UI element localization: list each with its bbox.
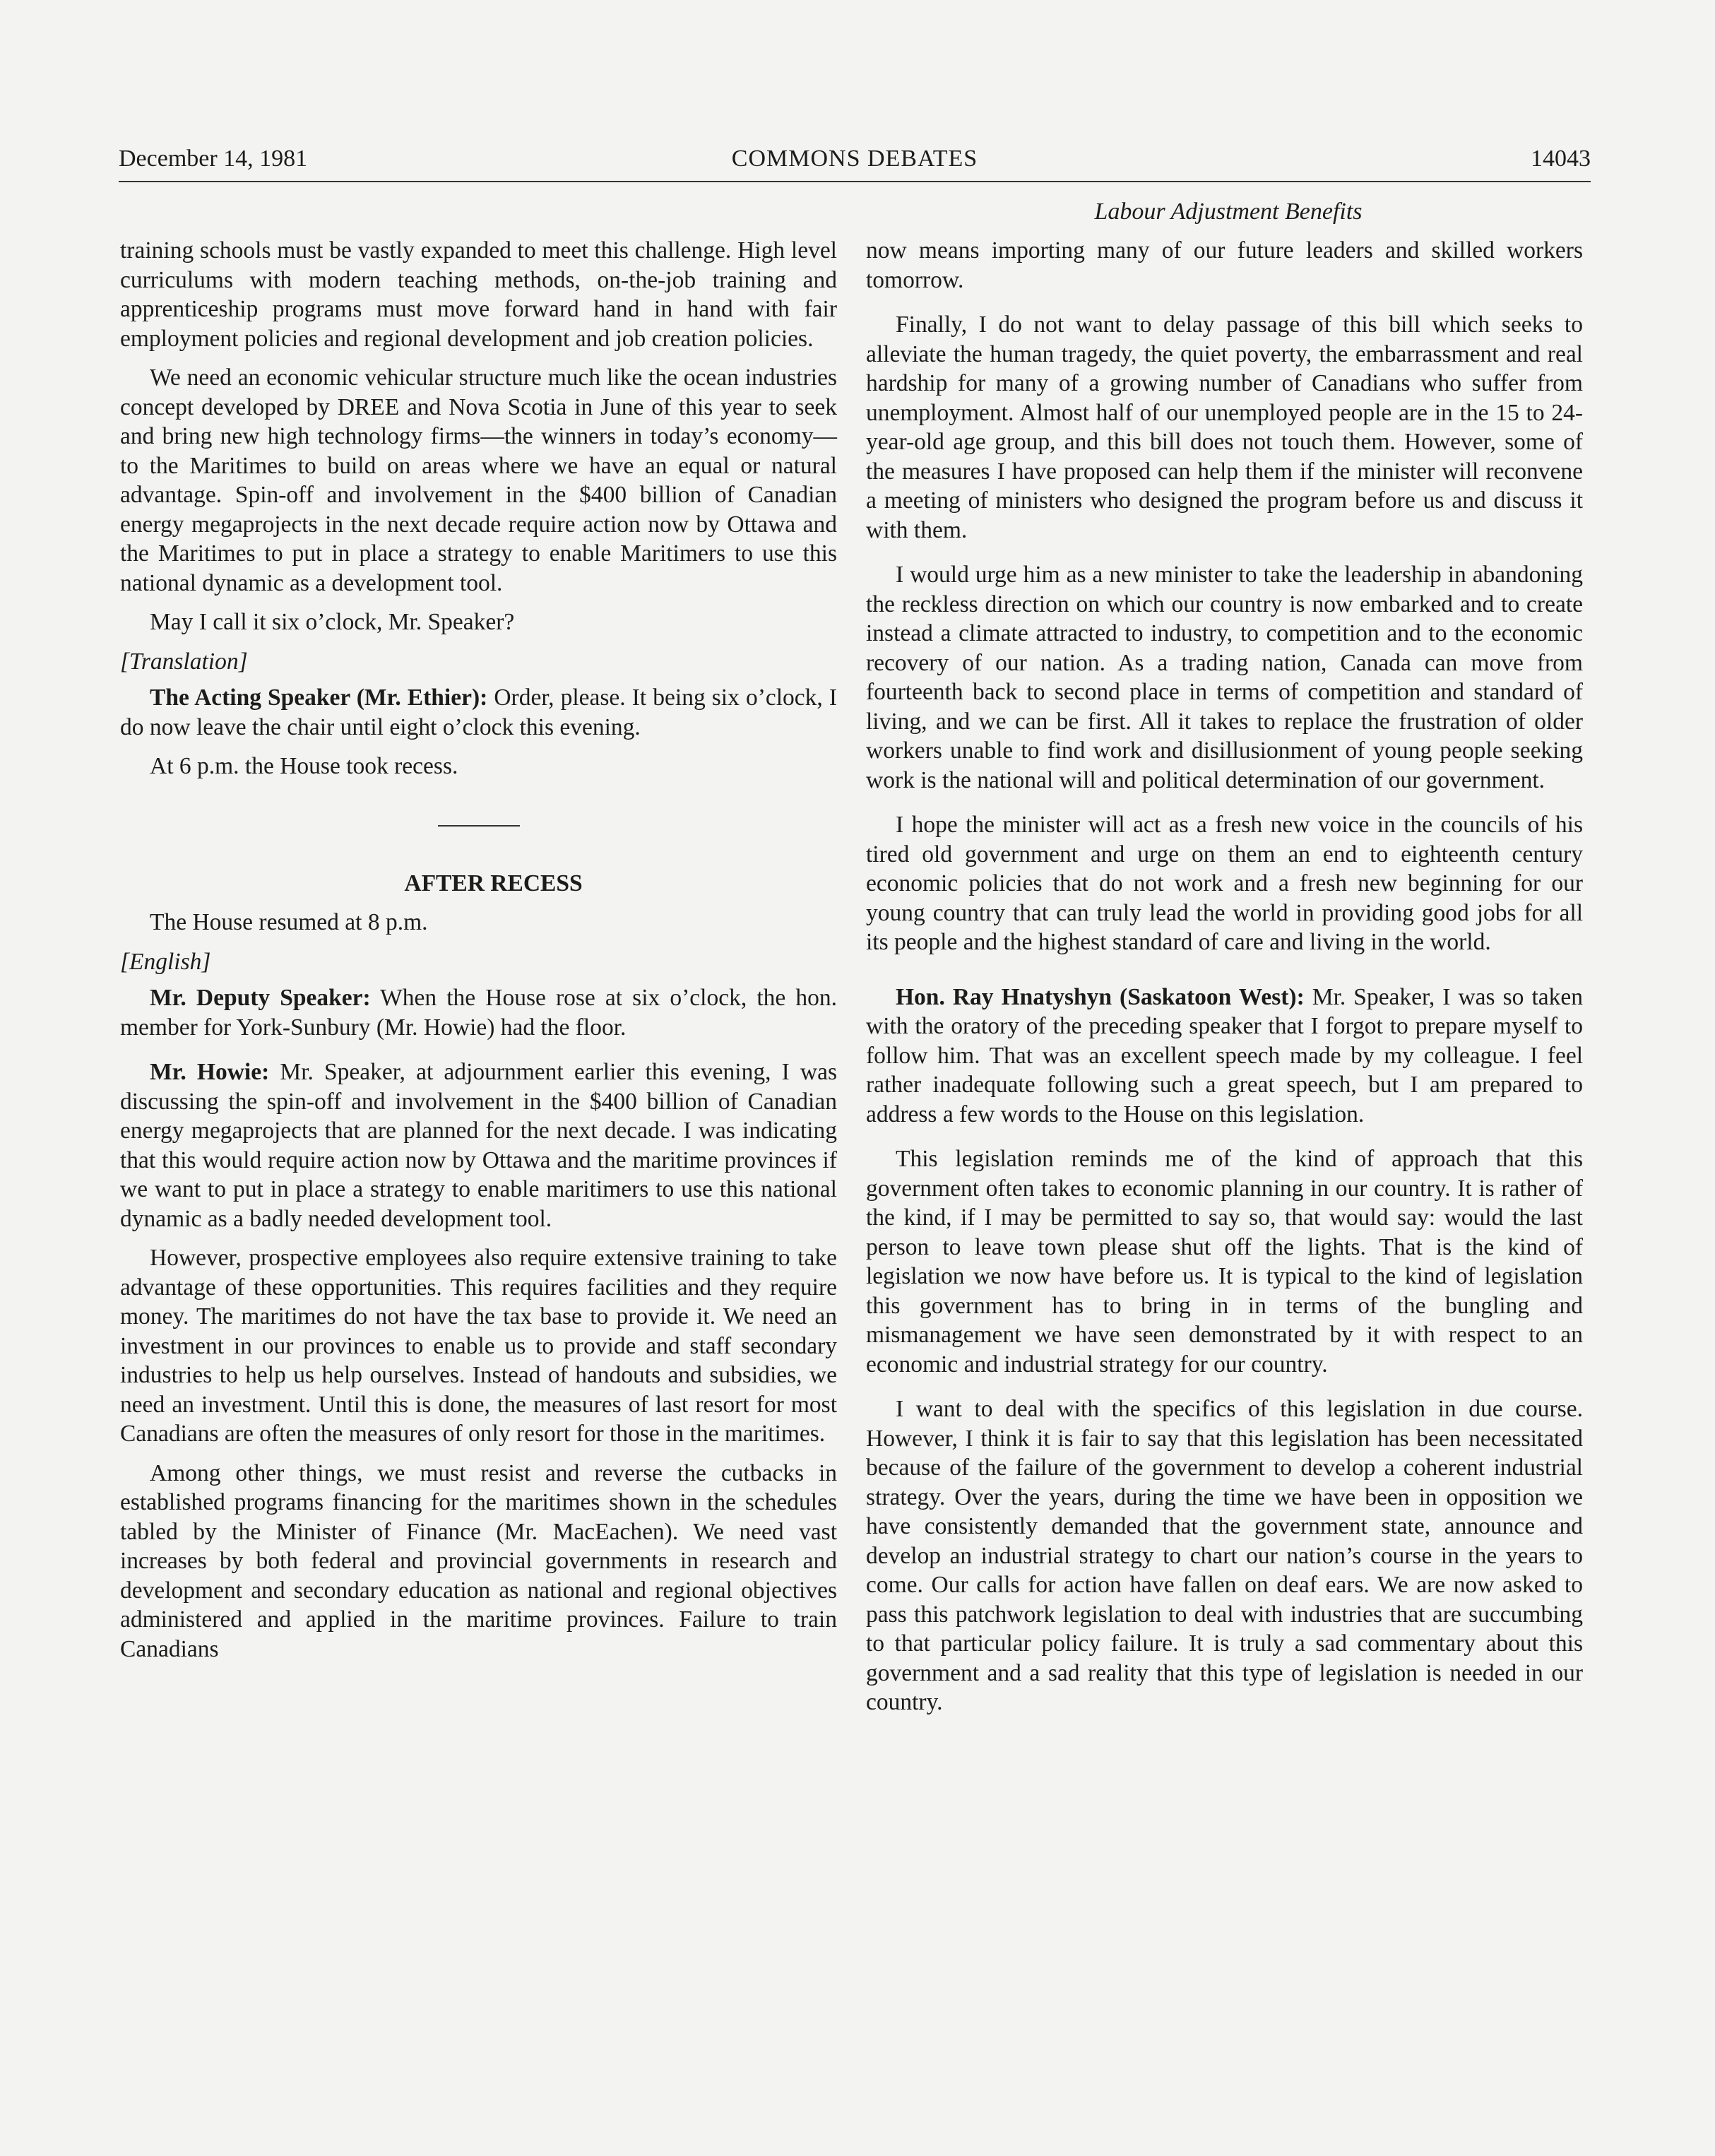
speech-text: Mr. Speaker, at adjournment earlier this evening, I was discussing the spin-off and involvement in the $400 billion of Canadian energy megaprojects that are planned for the next decade. I was indicating that this would require action now by Ottawa and the maritime provinces if we want to put in place a strategy to enable maritimers to use this national dynamic as a badly needed development tool.	[120, 1059, 838, 1232]
speaker-name: Hon. Ray Hnatyshyn (Saskatoon West):	[896, 983, 1305, 1010]
section-heading: AFTER RECESS	[404, 870, 583, 896]
speech-text: Order, please. It being six o’clock, I do now leave the chair until eight o’clock this evening.	[120, 685, 837, 740]
header-title: COMMONS DEBATES	[731, 146, 978, 172]
paragraph: now means importing many of our future leaders and skilled workers tomorrow.	[866, 237, 1583, 293]
paragraph: Among other things, we must resist and reverse the cutbacks in established programs financing for the maritimes shown in the schedules tabled by the Minister of Finance (Mr. MacEachen). We need vast increases by both federal and provincial governments in research and development and secondary education as national and regional objectives administered and applied in the maritime provinces. Failure to train Canadians	[120, 1459, 837, 1662]
header-date: December 14, 1981	[119, 146, 308, 172]
paragraph: However, prospective employees also require extensive training to take advantage of these opportunities. This requires facilities and they require money. The maritimes do not have the tax base to provide it. We need an investment in our provinces to enable us to provide and staff secondary industries to help us help ourselves. Instead of handouts and subsidies, we need an investment. Until this is done, the measures of last resort for most Canadians are often the measures of only resort for those in the maritimes.	[120, 1245, 837, 1447]
paragraph: We need an economic vehicular structure much like the ocean industries concept developed by DREE and Nova Scotia in June of this year to seek and bring new high technology firms—the winners in today’s economy—to the Maritimes to build on areas where we have an equal or natural advantage. Spin-off and involvement in the $400 billion of Canadian energy megaprojects in the next decade require action now by Ottawa and the Maritimes to put in place a strategy to enable Maritimers to use this national dynamic as a development tool.	[120, 365, 837, 596]
page-header	[119, 141, 1591, 182]
subject-heading: Labour Adjustment Benefits	[1094, 199, 1363, 225]
speaker-name: Mr. Howie:	[150, 1059, 270, 1085]
speech-paragraph	[120, 983, 837, 1042]
speaker-name: The Acting Speaker (Mr. Ethier):	[150, 685, 488, 711]
english-tag: [English]	[120, 948, 211, 975]
paragraph: I hope the minister will act as a fresh new voice in the councils of his tired old government and urge on them an end to eighteenth century economic policies that do not work and a fresh new beginning for our young country that can truly lead the world in providing good jobs for all its people and the highest standard of care and living in the world.	[866, 812, 1583, 955]
speech-text: When the House rose at six o’clock, the hon. member for York-Sunbury (Mr. Howie) had the floor.	[120, 985, 837, 1041]
paragraph: This legislation reminds me of the kind of approach that this government often takes to economic planning in our country. It is rather of the kind, if I may be permitted to say so, that would say: would the last person to leave town please shut off the lights. That is the kind of legislation we now have before us. It is typical to the kind of legislation this government has to bring in in terms of the bungling and mismanagement we have seen demonstrated by it with respect to an economic and industrial strategy for our country.	[866, 1146, 1583, 1378]
speaker-name: Mr. Deputy Speaker:	[150, 985, 371, 1011]
left-column	[120, 236, 837, 1674]
speech-text: Mr. Speaker, I was so taken with the oratory of the preceding speaker that I forgot to prepare myself to follow him. That was an excellent speech made by my colleague. I feel rather inadequate following such a great speech, but I am prepared to address a few words to the House on this legislation.	[866, 983, 1584, 1127]
paragraph: Finally, I do not want to delay passage of this bill which seeks to alleviate the human tragedy, the quiet poverty, the embarrassment and real hardship for many of a growing number of Canadians who suffer from unemployment. Almost half of our unemployed people are in the 15 to 24-year-old age group, and this bill does not touch them. However, some of the measures I have proposed can help them if the minister will reconvene a meeting of ministers who designed the program before us and discuss it with them.	[866, 312, 1583, 543]
paragraph: I would urge him as a new minister to take the leadership in abandoning the reckless direction on which our country is now embarked and to create instead a climate attracted to industry, to competition and to the economic recovery of our nation. As a trading nation, Canada can move from fourteenth back to second place in terms of competition and standard of living, and we can be first. All it takes to replace the frustration of older workers unable to find work and disillusionment of young people seeking work is the national will and political determination of our government.	[866, 562, 1583, 793]
paragraph: May I call it six o’clock, Mr. Speaker?	[150, 609, 515, 635]
paragraph: training schools must be vastly expanded to meet this challenge. High level curriculums with modern teaching methods, on-the-job training and apprenticeship programs must move forward hand in hand with fair employment policies and regional development and job creation policies.	[120, 237, 837, 352]
page-number: 14043	[1531, 146, 1591, 172]
speech-paragraph	[120, 1058, 837, 1233]
section-divider	[438, 825, 520, 827]
paragraph: I want to deal with the specifics of this legislation in due course. However, I think it is fair to say that this legislation has been necessitated because of the failure of the government to develop a coherent industrial strategy. Over the years, during the time we have been in opposition we have consistently demanded that the government state, announce and develop an industrial strategy to chart our nation’s course in the years to come. Our calls for action have fallen on deaf ears. We are now asked to pass this patchwork legislation to deal with industries that are succumbing to that particular policy failure. It is truly a sad commentary about this government and a sad reality that this type of legislation is needed in our country.	[866, 1396, 1583, 1715]
speech-paragraph	[866, 983, 1583, 1130]
speech-paragraph	[120, 683, 837, 742]
right-column	[866, 236, 1583, 1727]
paragraph: The House resumed at 8 p.m.	[150, 909, 428, 935]
translation-tag: [Translation]	[120, 648, 248, 675]
paragraph: At 6 p.m. the House took recess.	[150, 753, 458, 779]
